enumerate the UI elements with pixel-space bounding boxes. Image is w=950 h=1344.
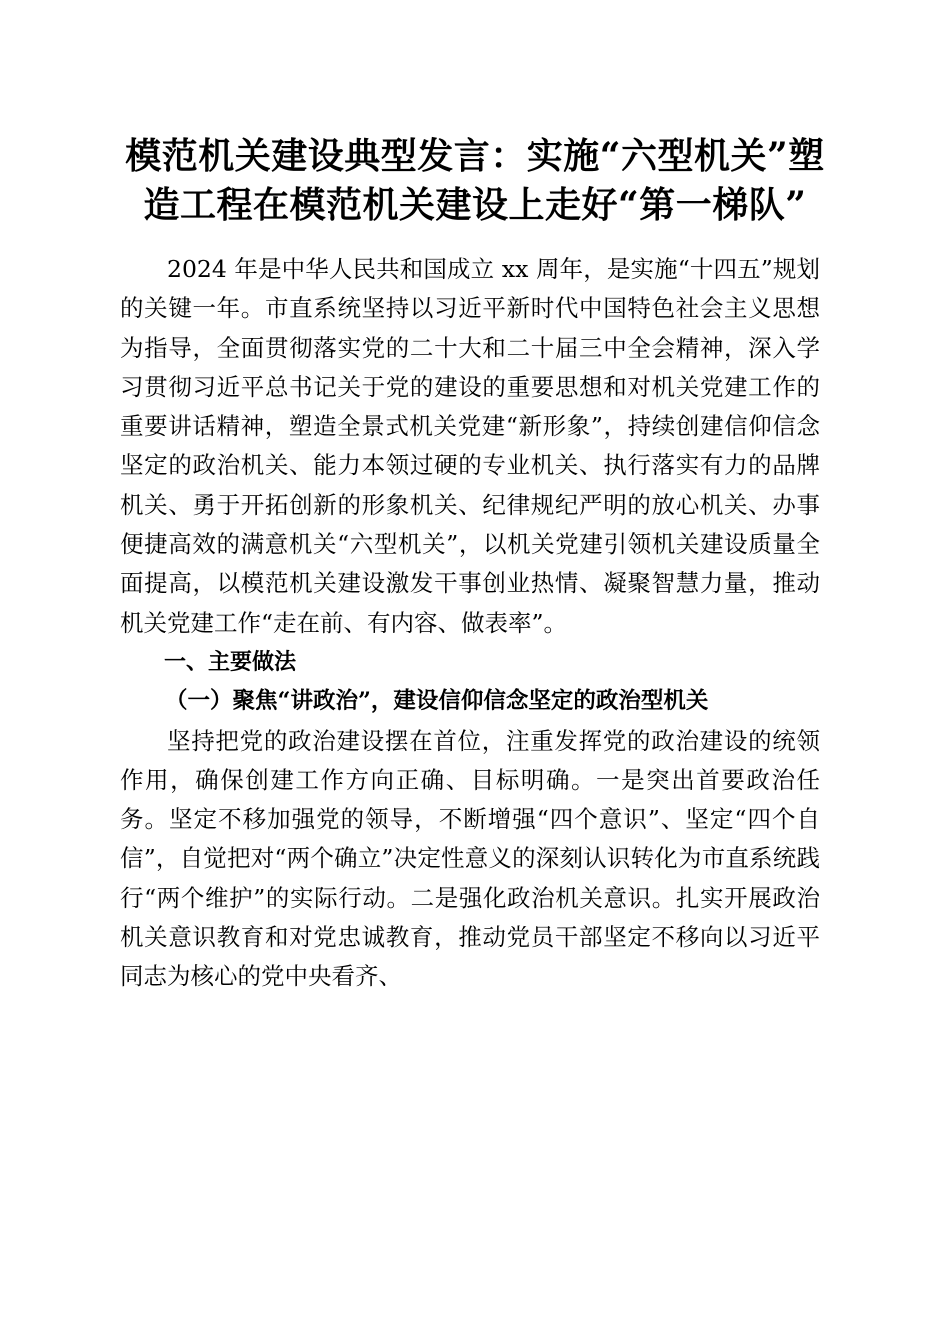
document-body: [120, 250, 820, 997]
subsection-paragraph-politics: 坚持把党的政治建设摆在首位，注重发挥党的政治建设的统领作用，确保创建工作方向正确、目标明确。一是突出首要政治任务。坚定不移加强党的领导，不断增强“四个意识”、坚定“四个自信”，自觉把对“两个确立”决定性意义的深刻认识转化为市直系统践行“两个维护”的实际行动。二是强化政治机关意识。扎实开展政治机关意识教育和对党忠诚教育，推动党员干部坚定不移向以习近平同志为核心的党中央看齐、: [120, 726, 820, 991]
document-title: [100, 132, 850, 230]
title-line-2: 造工程在模范机关建设上走好“第一梯队”: [143, 184, 807, 226]
title-line-1: 模范机关建设典型发言：实施“六型机关”塑: [125, 135, 825, 177]
section-heading-main-practices: 一、主要做法: [164, 649, 297, 675]
subsection-heading-politics: （一）聚焦“讲政治”，建设信仰信念坚定的政治型机关: [165, 688, 709, 715]
intro-paragraph: 2024 年是中华人民共和国成立 xx 周年，是实施“十四五”规划的关键一年。市直系统坚持以习近平新时代中国特色社会主义思想为指导，全面贯彻落实党的二十大和二十届三中全会精神，深入学习贯彻习近平总书记关于党的建设的重要思想和对机关党建工作的重要讲话精神，塑造全景式机关党建“新形象”，持续创建信仰信念坚定的政治机关、能力本领过硬的专业机关、执行落实有力的品牌机关、勇于开拓创新的形象机关、纪律规纪严明的放心机关、办事便捷高效的满意机关“六型机关”，以机关党建引领机关建设质量全面提高，以模范机关建设激发干事创业热情、凝聚智慧力量，推动机关党建工作“走在前、有内容、做表率”。: [120, 255, 820, 637]
